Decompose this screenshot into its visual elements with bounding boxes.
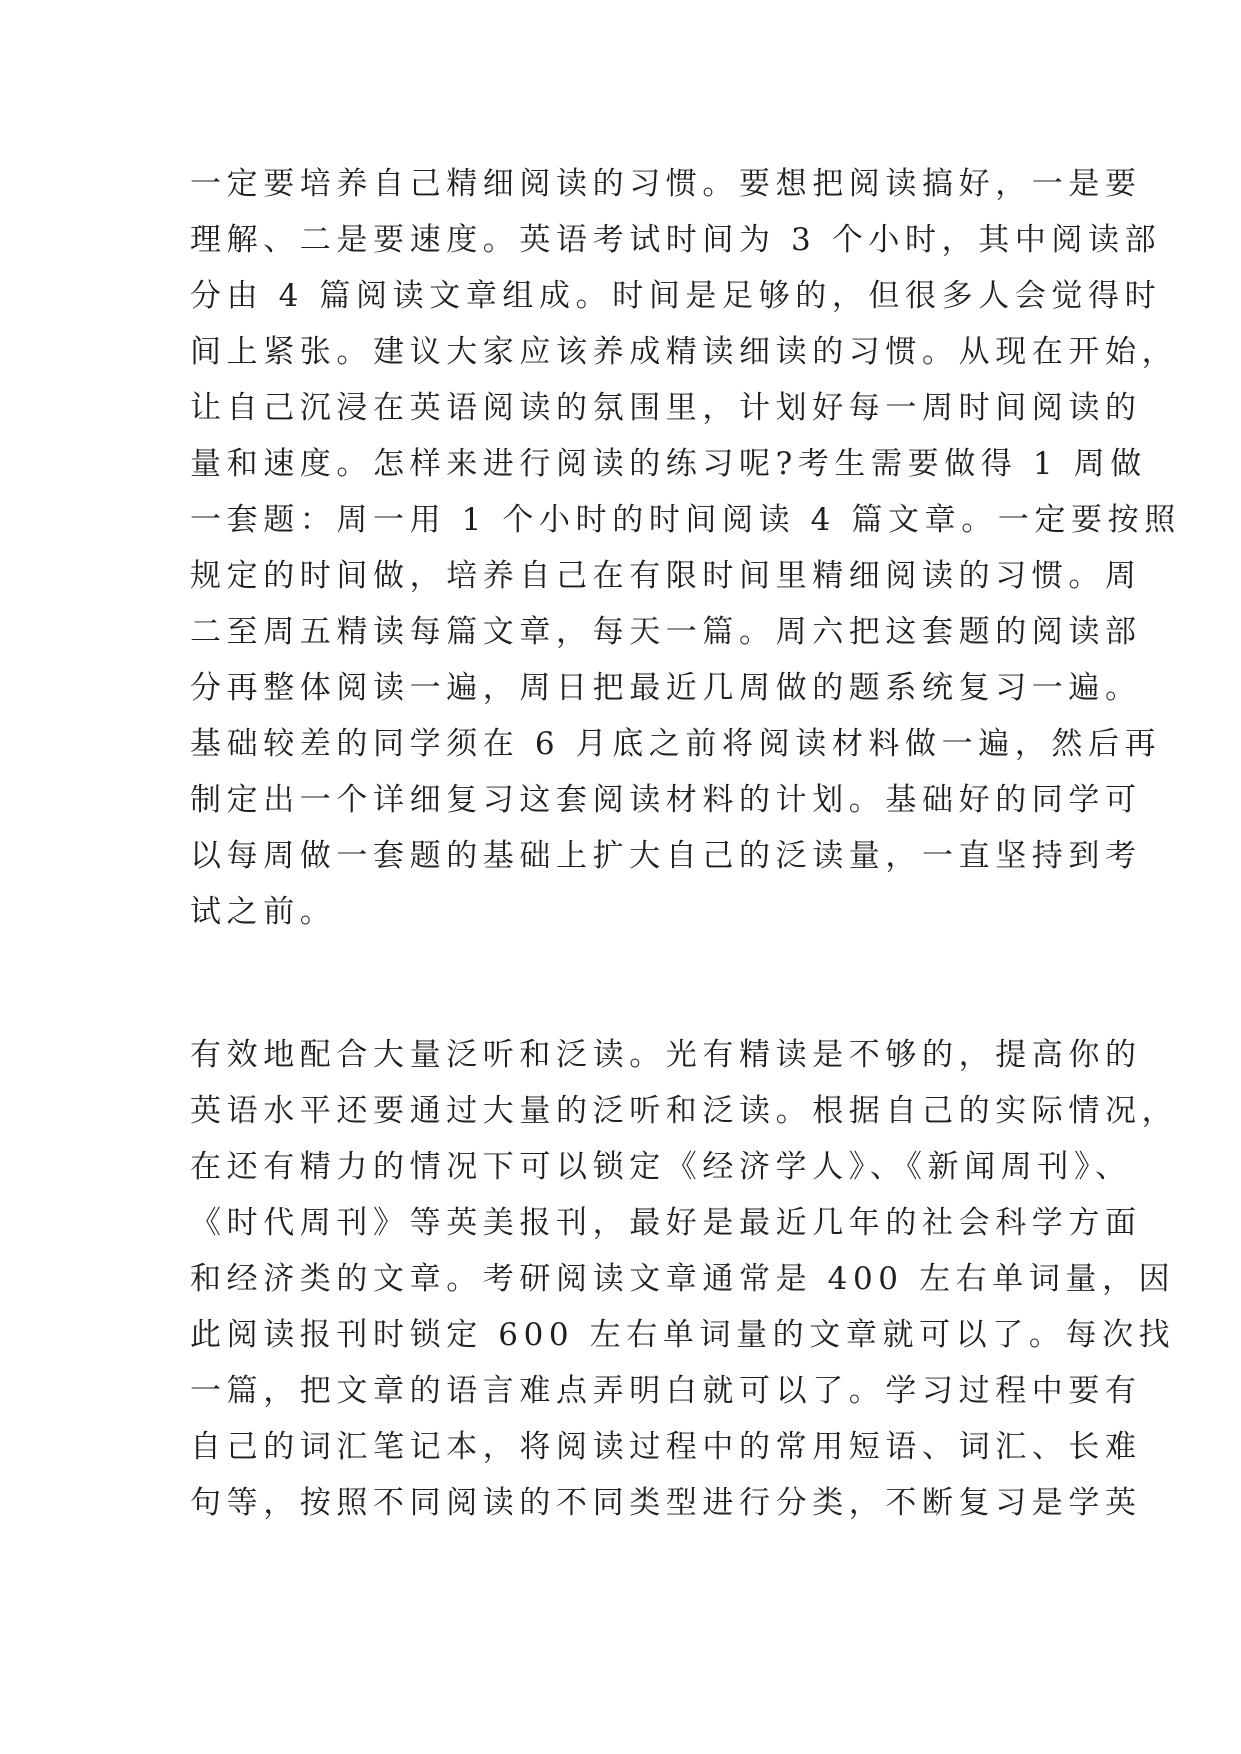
paragraph-line: 此阅读报刊时锁定 600 左右单词量的文章就可以了。每次找 xyxy=(190,1317,1176,1353)
paragraph-line: 规定的时间做，培养自己在有限时间里精细阅读的习惯。周 xyxy=(190,558,1142,594)
paragraph-line: 一套题：周一用 1 个小时的时间阅读 4 篇文章。一定要按照 xyxy=(190,502,1181,538)
paragraph-line: 一定要培养自己精细阅读的习惯。要想把阅读搞好，一是要 xyxy=(190,166,1142,202)
paragraph-line: 让自己沉浸在英语阅读的氛围里，计划好每一周时间阅读的 xyxy=(190,390,1142,426)
paragraph-line: 制定出一个详细复习这套阅读材料的计划。基础好的同学可 xyxy=(190,782,1142,818)
paragraph-line: 《时代周刊》等英美报刊，最好是最近几年的社会科学方面 xyxy=(190,1205,1142,1241)
paragraph-line: 在还有精力的情况下可以锁定《经济学人》、《新闻周刊》、 xyxy=(190,1149,1132,1185)
paragraph-line: 英语水平还要通过大量的泛听和泛读。根据自己的实际情况， xyxy=(190,1093,1179,1129)
paragraph-line: 量和速度。怎样来进行阅读的练习呢?考生需要做得 1 周做 xyxy=(190,446,1147,482)
paragraph-line: 试之前。 xyxy=(190,894,337,930)
paragraph-line: 二至周五精读每篇文章，每天一篇。周六把这套题的阅读部 xyxy=(190,614,1142,650)
paragraph-line: 间上紧张。建议大家应该养成精读细读的习惯。从现在开始， xyxy=(190,334,1179,370)
paragraph-line: 有效地配合大量泛听和泛读。光有精读是不够的，提高你的 xyxy=(190,1037,1142,1073)
paragraph-line: 理解、二是要速度。英语考试时间为 3 个小时，其中阅读部 xyxy=(190,222,1162,258)
paragraph-line: 分由 4 篇阅读文章组成。时间是足够的，但很多人会觉得时 xyxy=(190,278,1162,314)
paragraph-line: 一篇，把文章的语言难点弄明白就可以了。学习过程中要有 xyxy=(190,1373,1142,1409)
paragraph-line: 分再整体阅读一遍，周日把最近几周做的题系统复习一遍。 xyxy=(190,670,1142,706)
paragraph-line: 句等，按照不同阅读的不同类型进行分类，不断复习是学英 xyxy=(190,1485,1142,1521)
paragraph-line: 基础较差的同学须在 6 月底之前将阅读材料做一遍，然后再 xyxy=(190,726,1162,762)
paragraph-line: 和经济类的文章。考研阅读文章通常是 400 左右单词量，因 xyxy=(190,1261,1176,1297)
paragraph-line: 自己的词汇笔记本，将阅读过程中的常用短语、词汇、长难 xyxy=(190,1429,1142,1465)
paragraph-line: 以每周做一套题的基础上扩大自己的泛读量，一直坚持到考 xyxy=(190,838,1142,874)
